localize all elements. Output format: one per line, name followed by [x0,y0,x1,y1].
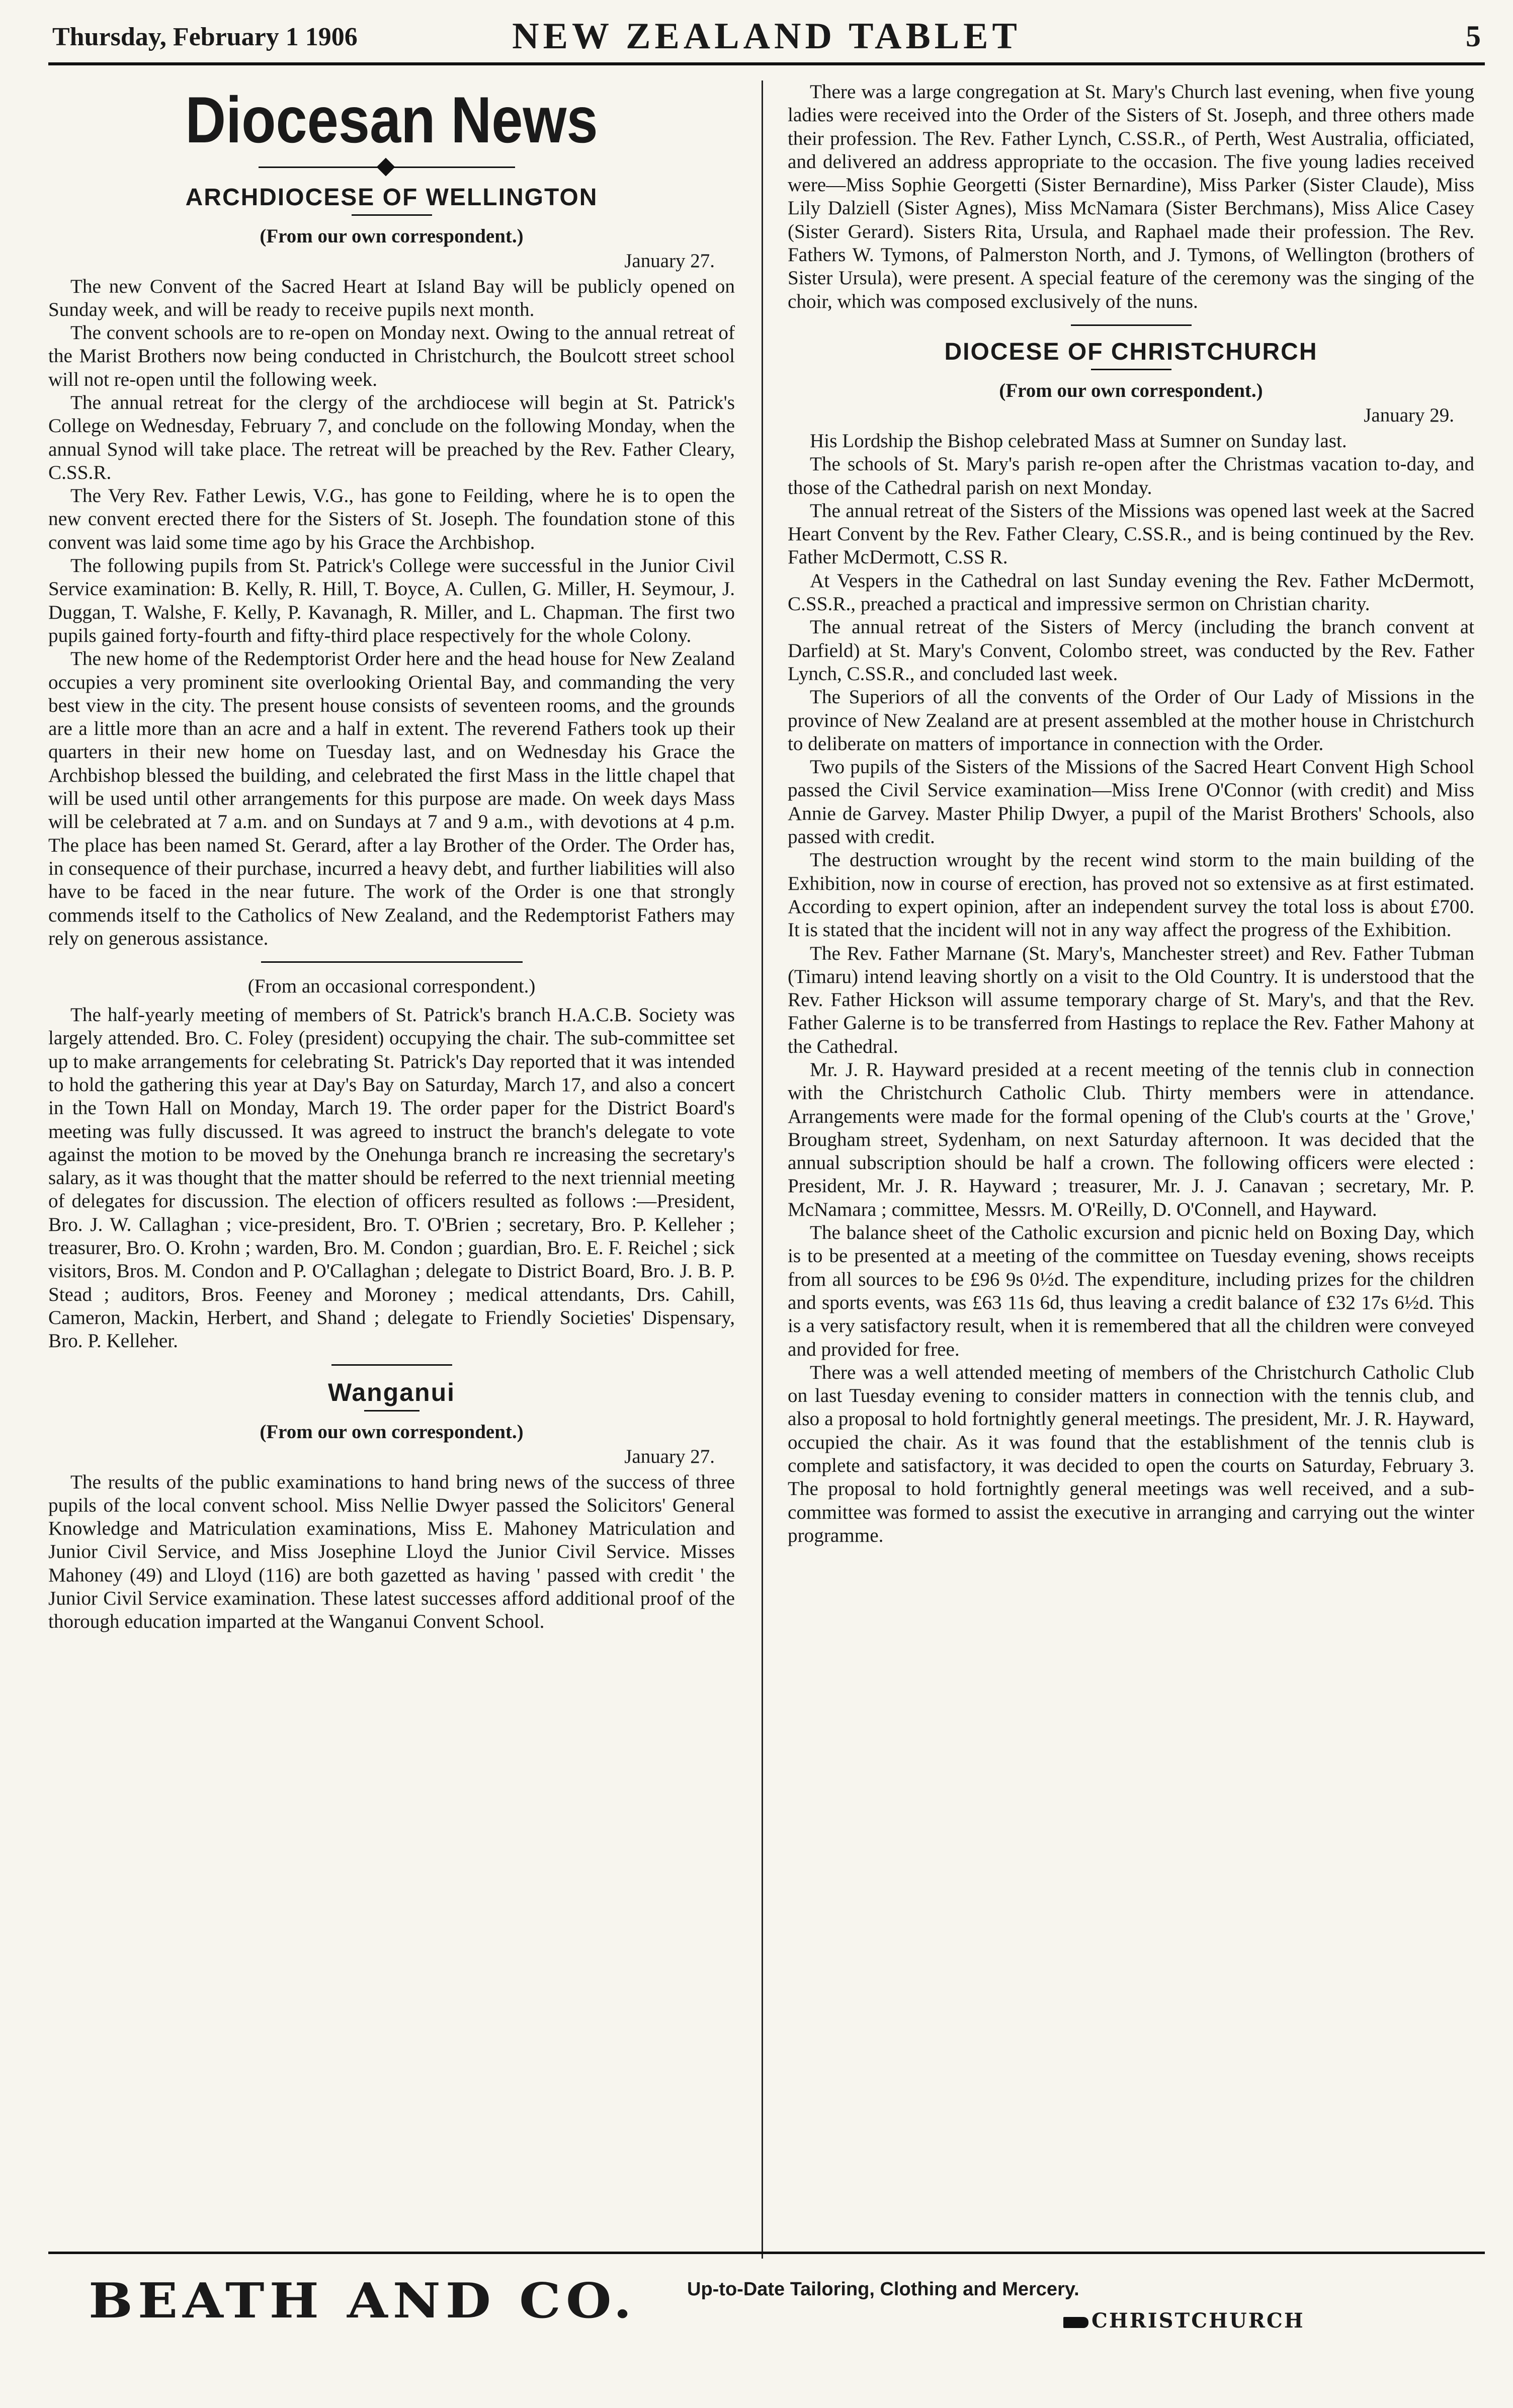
section-date: January 29. [1364,404,1454,426]
issue-date: Thursday, February 1 1906 [52,23,358,51]
paragraph: The Superiors of all the convents of the Order of Our Lady of Missions in the province of New Zealand are at present assembled at the mother house in Christchurch to deliberate on matters of importance in connection with the Order. [788,686,1474,755]
section-wanganui [48,1378,735,1634]
pointing-hand-icon [1063,2317,1088,2328]
paragraph: There was a large congregation at St. Mary's Church last evening, when five young ladies were received into the Order of the Sisters of St. Joseph, and three others made their profession. The Rev. Father Lynch, C.SS.R., of Perth, West Australia, officiated, and delivered an address appropriate to the occasion. The five young ladies received were—Miss Sophie Georgetti (Sister Bernardine), Miss Parker (Sister Claude), Miss Lily Dalziell (Sister Agnes), Miss McNamara (Sister Berchmans), Miss Alice Casey (Sister Gerard). Sisters Rita, Ursula, and Raphael made their profession. The Rev. Fathers W. Tymons, of Palmerston North, and J. Tymons, of Wellington (brothers of Sister Ursula), were present. A special feature of the ceremony was the singing of the choir, which was composed exclusively of the nuns. [788,81,1474,312]
section-rule [352,214,432,216]
advertiser-city [1063,2309,1305,2333]
advertiser-tagline: Up-to-Date Tailoring, Clothing and Mercery. [687,2279,1079,2300]
page-header [48,12,1485,64]
paragraph: His Lordship the Bishop celebrated Mass at Sumner on Sunday last. [810,430,1347,452]
paragraph: The schools of St. Mary's parish re-open after the Christmas vacation to-day, and those of the Cathedral parish on next Monday. [788,453,1474,499]
paragraph: There was a well attended meeting of members of the Christchurch Catholic Club on last Tuesday evening to consider matters in connection with the tennis club, and also a proposal to hold fortnightly general meetings. The president, Mr. J. R. Hayward, occupied the chair. As it was found that the establishment of the tennis club is complete and satisfactory, it was decided to open the courts on Saturday, February 3. The proposal to hold fortnightly general meetings was well received, and a sub-committee was formed to assist the executive in arranging and carrying out the winter programme. [788,1361,1474,1546]
section-date: January 27. [624,1445,715,1467]
section-source: (From our own correspondent.) [999,379,1263,401]
paragraph: The destruction wrought by the recent wind storm to the main building of the Exhibition, now in course of erection, has proved not so extensive as at first estimated. According to expert opinion, after an independent survey the total loss is about £700. It is stated that the incident will not in any way affect the progress of the Exhibition. [788,849,1474,941]
newspaper-title: NEW ZEALAND TABLET [512,16,1021,57]
paragraph: The results of the public examinations to hand bring news of the success of three pupils of the local convent school. Miss Nellie Dwyer passed the Solicitors' General Knowledge and Matriculation examinations, Miss E. Mahoney Matriculation and Junior Civil Service, and Miss Josephine Lloyd the Junior Civil Service. Misses Mahoney (49) and Lloyd (116) are both gazetted as having ' passed with credit ' the Junior Civil Service examination. These latest successes afford additional proof of the thorough education imparted at the Wanganui Convent School. [48,1471,735,1633]
paragraph: The new home of the Redemptorist Order here and the head house for New Zealand occupies a very prominent site overlooking Oriental Bay, and commanding the very best view in the city. The present house consists of seventeen rooms, and the grounds are a little more than an acre and a half in extent. The reverend Fathers took up their quarters in their new home on Tuesday last, and on Wednesday his Grace the Archbishop blessed the building, and celebrated the first Mass in the little chapel that will be used until other arrangements for this purpose are made. On week days Mass will be celebrated at 7 a.m. and on Sundays at 7 and 9 a.m., with devotions at 4 p.m. The place has been named St. Gerard, after a lay Brother of the Order. The Order has, in consequence of their purchase, incurred a heavy debt, and further liabilities will also have to be faced in the near future. The work of the Order is one that strongly commends itself to the Catholics of New Zealand, and the Redemptorist Fathers may rely on generous assistance. [48,648,735,949]
section-heading: ARCHDIOCESE OF WELLINGTON [185,184,598,211]
right-column [788,80,1474,2244]
paragraph: The half-yearly meeting of members of St. Patrick's branch H.A.C.B. Society was largely attended. Bro. C. Foley (president) occupying the chair. The sub-committee set up to make arrangements for celebrating St. Patrick's Day reported that it was intended to hold the gathering this year at Day's Bay on Saturday, March 17, and also a concert in the Town Hall on Monday, March 19. The order paper for the District Board's meeting was fully discussed. It was agreed to instruct the branch's delegate to vote against the motion to be moved by the Onehunga branch re increasing the secretary's salary, as it was thought that the matter should be referred to the next triennial meeting of delegates for discussion. The election of officers resulted as follows :—President, Bro. J. W. Callaghan ; vice-president, Bro. T. O'Brien ; secretary, Bro. P. Kelleher ; treasurer, Bro. O. Krohn ; warden, Bro. M. Condon ; guardian, Bro. E. F. Reichel ; sick visitors, Bros. M. Condon and P. O'Callaghan ; delegate to District Board, Bro. J. B. P. Stead ; auditors, Bros. Feeney and Moroney ; medical attendants, Drs. Cahill, Cameron, Mackin, Herbert, and Shand ; delegate to Friendly Societies' Dispensary, Bro. P. Kelleher. [48,1004,735,1352]
section-heading: Wanganui [327,1378,455,1406]
header-rule [48,62,1485,65]
section-source: (From our own correspondent.) [260,1421,524,1443]
section-end-rule [331,1364,452,1366]
section-heading: DIOCESE OF CHRISTCHURCH [944,338,1318,365]
section-end-rule [261,961,523,963]
section-occasional-correspondent [48,975,735,1365]
section-diocese-christchurch [788,338,1474,1547]
section-rule [1091,369,1171,370]
paragraph: The Rev. Father Marnane (St. Mary's, Manchester street) and Rev. Father Tubman (Timaru) intend leaving shortly on a visit to the Old Country. It is understood that the Rev. Father Hickson will assume temporary charge of St. Mary's, and that the Rev. Father Galerne is to be transferred from Hastings to replace the Rev. Father Mahony at the Cathedral. [788,942,1474,1057]
advertiser-city-label: CHRISTCHURCH [1091,2309,1305,2333]
left-column [48,80,735,2244]
newspaper-page [48,12,1485,2386]
section-rule [364,1410,419,1411]
footer-rule [48,2252,1485,2254]
section-date: January 27. [624,250,715,272]
paragraph: The annual retreat of the Sisters of the Missions was opened last week at the Sacred Heart Convent by the Rev. Father Cleary, C.SS.R., and is being continued by the Rev. Father McDermott, C.SS R. [788,500,1474,568]
diamond-ornament-icon [377,157,395,176]
column-separator [762,80,763,2259]
advertiser-name: BEATH AND CO. [89,2272,637,2330]
paragraph: The convent schools are to re-open on Monday next. Owing to the annual retreat of the Marist Brothers now being conducted in Christchurch, the Boulcott street school will not re-open until the following week. [48,322,735,390]
paragraph: The new Convent of the Sacred Heart at Island Bay will be publicly opened on Sunday week, and will be ready to receive pupils next month. [48,275,735,320]
masthead: Diocesan News [185,83,598,156]
paragraph: At Vespers in the Cathedral on last Sunday evening the Rev. Father McDermott, C.SS.R., preached a practical and impressive sermon on Christian charity. [788,569,1474,615]
section-source: (From an occasional correspondent.) [247,975,536,998]
paragraph: The Very Rev. Father Lewis, V.G., has gone to Feilding, where he is to open the new convent erected there for the Sisters of St. Joseph. The foundation stone of this convent was laid some time ago by his Grace the Archbishop. [48,485,735,553]
page-number: 5 [1466,20,1481,53]
section-wellington-continued [788,80,1474,326]
section-source: (From our own correspondent.) [260,225,524,247]
section-archdiocese-wellington [48,184,735,963]
paragraph: Mr. J. R. Hayward presided at a recent meeting of the tennis club in connection with the Christchurch Catholic Club. Thirty members were in attendance. Arrangements were made for the formal opening of the Club's courts at the ' Grove,' Brougham street, Sydenham, on next Saturday afternoon. It was decided that the annual subscription should be half a crown. The following officers were elected : President, Mr. J. R. Hayward ; treasurer, Mr. J. J. Canavan ; secretary, Mr. P. McNamara ; committee, Messrs. M. O'Reilly, D. O'Connell, and Hayward. [788,1058,1474,1220]
section-end-rule [1071,324,1192,326]
paragraph: Two pupils of the Sisters of the Missions of the Sacred Heart Convent High School passed the Civil Service examination—Miss Irene O'Connor (with credit) and Miss Annie de Garvey. Master Philip Dwyer, a pupil of the Marist Brothers' Schools, also passed with credit. [788,756,1474,848]
paragraph: The balance sheet of the Catholic excursion and picnic held on Boxing Day, which is to be presented at a meeting of the committee on Tuesday evening, shows receipts from all sources to be £96 9s 0½d. The expenditure, including prizes for the children and sports events, was £63 11s 6d, thus leaving a credit balance of £32 17s 6½d. This is a very satisfactory result, when it is remembered that all the children were conveyed and provided for free. [788,1222,1474,1360]
paragraph: The annual retreat of the Sisters of Mercy (including the branch convent at Darfield) at St. Mary's Convent, Colombo street, was conducted by the Rev. Father Lynch, C.SS.R., and concluded last week. [788,616,1474,685]
ornament-divider [48,156,735,179]
paragraph: The annual retreat for the clergy of the archdiocese will begin at St. Patrick's College on Wednesday, February 7, and conclude on the following Monday, when the annual Synod will take place. The retreat will be preached by the Rev. Father Cleary, C.SS.R. [48,391,735,483]
paragraph: The following pupils from St. Patrick's College were successful in the Junior Civil Service examination: B. Kelly, R. Hill, T. Boyce, A. Cullen, G. Miller, H. Seymour, J. Duggan, T. Walshe, F. Kelly, P. Kavanagh, R. Miller, and L. Chapman. The first two pupils gained forty-fourth and fifty-third place respectively for the whole Colony. [48,555,735,646]
